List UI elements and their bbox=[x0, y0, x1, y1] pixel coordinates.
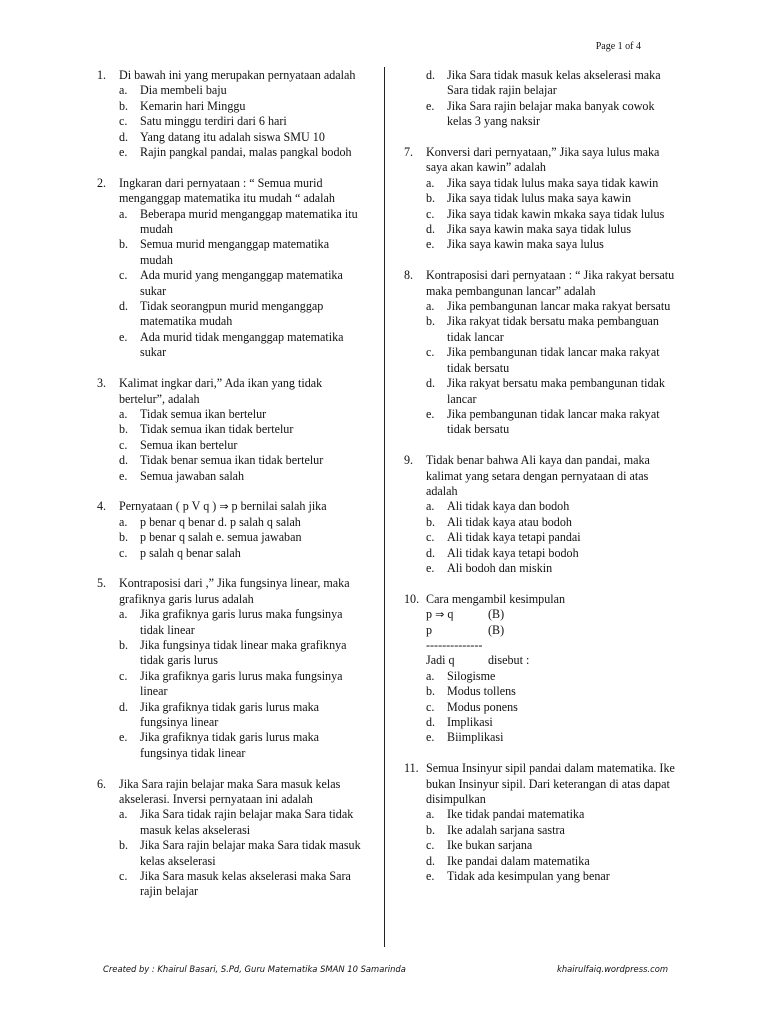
option-c bbox=[426, 530, 676, 545]
option-text: Jika pembangunan tidak lancar maka rakyat tidak bersatu bbox=[447, 345, 660, 375]
premise-truth: (B) bbox=[488, 622, 505, 637]
option-letter: e. bbox=[426, 406, 435, 421]
option-text: Ali tidak kaya tetapi bodoh bbox=[447, 545, 579, 560]
option-letter: b. bbox=[426, 684, 436, 699]
option-c bbox=[119, 546, 365, 561]
option-text: Ike bukan sarjana bbox=[447, 838, 533, 853]
option-b bbox=[426, 515, 676, 530]
options bbox=[119, 807, 365, 899]
option-b bbox=[426, 684, 676, 699]
option-letter: d. bbox=[426, 715, 436, 729]
question-text-part: Pernyataan ( p V q ) bbox=[119, 499, 220, 514]
options bbox=[426, 299, 676, 438]
option-a bbox=[119, 207, 365, 238]
question-8 bbox=[404, 268, 676, 437]
option-letter: e. bbox=[426, 237, 435, 252]
option-letter: d. bbox=[119, 299, 129, 314]
option-d bbox=[426, 222, 676, 237]
option-c bbox=[426, 700, 676, 715]
option-letter: c. bbox=[119, 268, 128, 283]
option-letter: b. bbox=[426, 822, 436, 837]
question-number: 7. bbox=[404, 145, 414, 160]
option-text: Ike pandai dalam matematika bbox=[447, 853, 590, 868]
premise-expression bbox=[426, 607, 488, 622]
option-letter: e. bbox=[119, 468, 128, 483]
option-text: Jika pembangunan lancar maka rakyat bersatu bbox=[447, 299, 671, 314]
option-text: Jika grafiknya garis lurus maka fungsinya linear bbox=[140, 668, 343, 699]
option-text: Biimplikasi bbox=[447, 730, 504, 745]
option-c bbox=[119, 438, 365, 453]
option-letter: e. bbox=[119, 145, 128, 160]
option-letter: d. bbox=[426, 68, 436, 82]
option-letter: a. bbox=[119, 607, 128, 622]
option-text: p benar q salah e. semua jawaban bbox=[140, 530, 302, 545]
option-d bbox=[119, 299, 365, 330]
inference-premises bbox=[426, 607, 676, 669]
option-text: Ali tidak kaya tetapi pandai bbox=[447, 530, 581, 545]
question-number: 5. bbox=[97, 576, 107, 591]
option-e bbox=[426, 99, 676, 130]
option-letter: b. bbox=[119, 237, 129, 252]
option-letter: a. bbox=[119, 406, 128, 421]
option-letter: c. bbox=[119, 114, 128, 129]
question-number: 10. bbox=[404, 591, 420, 606]
option-text: Rajin pangkal pandai, malas pangkal bodoh bbox=[140, 145, 352, 160]
option-e bbox=[426, 869, 676, 884]
option-d bbox=[426, 68, 676, 99]
implies-arrow-icon: ⇒ bbox=[219, 500, 229, 514]
option-letter: c. bbox=[426, 838, 435, 853]
separator-text: -------------- bbox=[426, 637, 483, 652]
option-text: Jika saya tidak lulus maka saya kawin bbox=[447, 191, 632, 206]
option-letter: b. bbox=[119, 98, 129, 113]
footer-website: khairulfaiq.wordpress.com bbox=[556, 964, 668, 974]
option-text: Semua jawaban salah bbox=[140, 468, 245, 483]
question-11 bbox=[404, 761, 676, 884]
option-letter: c. bbox=[426, 345, 435, 360]
option-text: p benar q benar d. p salah q salah bbox=[140, 514, 301, 529]
question-number: 2. bbox=[97, 175, 107, 190]
option-text: Jika saya tidak kawin mkaka saya tidak lulus bbox=[447, 206, 665, 221]
options bbox=[119, 207, 365, 361]
option-text: Silogisme bbox=[447, 668, 496, 683]
question-text: Tidak benar bahwa Ali kaya dan pandai, maka kalimat yang setara dengan pernyataan di atas adalah bbox=[426, 453, 650, 498]
option-letter: b. bbox=[119, 422, 129, 437]
option-letter: b. bbox=[119, 838, 129, 853]
option-c bbox=[119, 268, 365, 299]
option-text: Tidak semua ikan bertelur bbox=[140, 406, 267, 421]
option-d bbox=[426, 854, 676, 869]
option-text: Tidak semua ikan tidak bertelur bbox=[140, 422, 294, 437]
options bbox=[119, 407, 365, 484]
option-letter: a. bbox=[119, 807, 128, 822]
options bbox=[119, 83, 365, 160]
option-text: Tidak seorangpun murid menganggap matematika mudah bbox=[140, 299, 324, 329]
options bbox=[426, 499, 676, 576]
question-text: Konversi dari pernyataan,” Jika saya lulus maka saya akan kawin” adalah bbox=[426, 145, 660, 175]
option-c bbox=[119, 869, 365, 900]
option-text: Ali bodoh dan miskin bbox=[447, 560, 553, 575]
conclusion-label: disebut : bbox=[488, 653, 530, 668]
question-2 bbox=[97, 176, 365, 361]
premise-truth: (B) bbox=[488, 607, 505, 622]
premise-part: q bbox=[444, 607, 454, 622]
question-6 bbox=[97, 777, 365, 900]
option-text: Ike tidak pandai matematika bbox=[447, 807, 585, 822]
premise-part: p bbox=[426, 607, 436, 622]
option-letter: a. bbox=[426, 175, 435, 190]
option-letter: c. bbox=[119, 545, 128, 560]
option-b bbox=[119, 422, 365, 437]
option-text: Semua ikan bertelur bbox=[140, 437, 238, 452]
option-text: Jika pembangunan tidak lancar maka rakyat tidak bersatu bbox=[447, 406, 660, 437]
question-text: Jika Sara rajin belajar maka Sara masuk kelas akselerasi. Inversi pernyataan ini adalah bbox=[119, 776, 341, 807]
option-letter: d. bbox=[426, 853, 436, 868]
option-text: Implikasi bbox=[447, 715, 493, 729]
option-b bbox=[426, 191, 676, 206]
option-text: Tidak benar semua ikan tidak bertelur bbox=[140, 453, 324, 468]
option-e bbox=[426, 407, 676, 438]
option-text: Ike adalah sarjana sastra bbox=[447, 822, 565, 837]
question-number: 3. bbox=[97, 376, 107, 391]
question-6-continued bbox=[404, 68, 676, 130]
option-a bbox=[119, 407, 365, 422]
option-text: Tidak ada kesimpulan yang benar bbox=[447, 869, 610, 884]
option-text: Jika saya tidak lulus maka saya tidak kawin bbox=[447, 175, 659, 190]
option-d bbox=[426, 715, 676, 730]
option-letter: c. bbox=[426, 530, 435, 545]
premise-expression: p bbox=[426, 622, 433, 637]
left-column bbox=[97, 68, 365, 915]
option-a bbox=[119, 515, 365, 530]
question-7 bbox=[404, 145, 676, 253]
option-b bbox=[426, 823, 676, 838]
question-5 bbox=[97, 576, 365, 761]
option-text: Jika Sara rajin belajar maka Sara tidak masuk kelas akselerasi bbox=[140, 838, 361, 868]
option-text: Jika Sara rajin belajar maka banyak cowok kelas 3 yang naksir bbox=[447, 98, 655, 129]
option-a bbox=[426, 669, 676, 684]
option-letter: d. bbox=[426, 376, 436, 391]
option-letter: d. bbox=[426, 222, 436, 237]
question-3 bbox=[97, 376, 365, 484]
option-letter: a. bbox=[119, 206, 128, 221]
question-text: Kontraposisi dari pernyataan : “ Jika rakyat bersatu maka pembangunan lancar” adalah bbox=[426, 268, 675, 298]
premise-1 bbox=[426, 607, 676, 622]
option-text: Ada murid tidak menganggap matematika sukar bbox=[140, 329, 344, 360]
implies-arrow-icon: ⇒ bbox=[435, 608, 445, 622]
question-text: Di bawah ini yang merupakan pernyataan adalah bbox=[119, 68, 356, 82]
option-letter: e. bbox=[426, 869, 435, 884]
option-c bbox=[426, 207, 676, 222]
option-e bbox=[426, 561, 676, 576]
question-4 bbox=[97, 499, 365, 561]
option-b bbox=[119, 838, 365, 869]
option-letter: e. bbox=[119, 329, 128, 344]
option-e bbox=[119, 330, 365, 361]
option-text: Jika rakyat tidak bersatu maka pembanguan tidak lancar bbox=[447, 314, 659, 344]
question-text: Cara mengambil kesimpulan bbox=[426, 591, 566, 606]
option-text: Jika grafiknya tidak garis lurus maka fungsinya linear bbox=[140, 699, 320, 729]
page-number: Page 1 of 4 bbox=[595, 41, 641, 52]
option-letter: b. bbox=[426, 514, 436, 529]
option-c bbox=[119, 114, 365, 129]
option-letter: d. bbox=[119, 453, 129, 468]
option-letter: a. bbox=[426, 668, 435, 683]
options bbox=[426, 807, 676, 884]
option-e bbox=[119, 469, 365, 484]
option-c bbox=[426, 838, 676, 853]
option-text: Kemarin hari Minggu bbox=[140, 98, 246, 113]
question-number: 8. bbox=[404, 268, 414, 283]
options bbox=[426, 68, 676, 130]
option-letter: c. bbox=[426, 206, 435, 221]
option-text: Jika fungsinya tidak linear maka grafiknya tidak garis lurus bbox=[140, 637, 347, 668]
option-letter: a. bbox=[426, 299, 435, 314]
option-b bbox=[119, 99, 365, 114]
option-text: Dia membeli baju bbox=[140, 83, 227, 98]
option-text: Jika grafiknya tidak garis lurus maka fungsinya tidak linear bbox=[140, 730, 320, 760]
question-text: Semua Insinyur sipil pandai dalam matematika. Ike bukan Insinyur sipil. Dari keterangan di atas dapat disimpulkan bbox=[426, 761, 675, 807]
footer-author: Created by : Khairul Basari, S.Pd, Guru Matematika SMAN 10 Samarinda bbox=[103, 964, 406, 974]
option-a bbox=[119, 607, 365, 638]
option-letter: c. bbox=[119, 437, 128, 452]
option-text: Jika grafiknya garis lurus maka fungsinya tidak linear bbox=[140, 607, 343, 637]
premise-2 bbox=[426, 623, 676, 638]
option-letter: a. bbox=[119, 83, 128, 98]
question-9 bbox=[404, 453, 676, 576]
separator-line bbox=[426, 638, 676, 653]
option-b bbox=[426, 314, 676, 345]
options bbox=[119, 515, 365, 561]
option-d bbox=[426, 546, 676, 561]
option-letter: b. bbox=[119, 637, 129, 652]
right-column bbox=[404, 68, 676, 900]
option-letter: c. bbox=[426, 699, 435, 714]
option-text: Yang datang itu adalah siswa SMU 10 bbox=[140, 129, 325, 144]
option-text: Jika saya kawin maka saya tidak lulus bbox=[447, 222, 632, 237]
question-text: Ingkaran dari pernyataan : “ Semua murid menganggap matematika itu mudah “ adalah bbox=[119, 175, 335, 206]
option-a bbox=[119, 807, 365, 838]
option-letter: d. bbox=[426, 545, 436, 560]
option-text: Modus ponens bbox=[447, 699, 518, 714]
option-b bbox=[119, 237, 365, 268]
option-letter: a. bbox=[119, 514, 128, 529]
option-text: Modus tollens bbox=[447, 684, 516, 699]
option-d bbox=[119, 700, 365, 731]
question-number: 11. bbox=[404, 761, 419, 776]
conclusion bbox=[426, 653, 676, 668]
question-text bbox=[119, 499, 365, 514]
option-a bbox=[119, 83, 365, 98]
option-letter: e. bbox=[426, 560, 435, 575]
option-letter: c. bbox=[119, 869, 128, 884]
options bbox=[426, 669, 676, 746]
option-e bbox=[426, 237, 676, 252]
option-e bbox=[119, 145, 365, 160]
option-text: Jika rakyat bersatu maka pembangunan tidak lancar bbox=[447, 376, 665, 406]
option-text: Jika saya kawin maka saya lulus bbox=[447, 237, 604, 252]
option-a bbox=[426, 176, 676, 191]
option-a bbox=[426, 807, 676, 822]
option-b bbox=[119, 530, 365, 545]
option-a bbox=[426, 299, 676, 314]
option-letter: a. bbox=[426, 807, 435, 822]
option-d bbox=[426, 376, 676, 407]
option-letter: e. bbox=[426, 730, 435, 745]
option-letter: b. bbox=[426, 191, 436, 206]
option-text: Beberapa murid menganggap matematika itu mudah bbox=[140, 206, 358, 237]
question-10 bbox=[404, 592, 676, 746]
option-a bbox=[426, 499, 676, 514]
option-letter: e. bbox=[119, 730, 128, 745]
option-text: Semua murid menganggap matematika mudah bbox=[140, 237, 330, 267]
option-d bbox=[119, 453, 365, 468]
option-text: Ali tidak kaya dan bodoh bbox=[447, 499, 570, 514]
question-text: Kalimat ingkar dari,” Ada ikan yang tidak bertelur”, adalah bbox=[119, 376, 323, 406]
options bbox=[426, 176, 676, 253]
option-letter: b. bbox=[426, 314, 436, 329]
option-c bbox=[119, 669, 365, 700]
option-c bbox=[426, 345, 676, 376]
option-e bbox=[426, 730, 676, 745]
column-divider bbox=[384, 67, 385, 947]
option-text: Jika Sara tidak masuk kelas akselerasi maka Sara tidak rajin belajar bbox=[447, 68, 661, 98]
question-number: 1. bbox=[97, 68, 107, 82]
option-text: Jika Sara masuk kelas akselerasi maka Sara rajin belajar bbox=[140, 869, 351, 899]
question-number: 4. bbox=[97, 499, 107, 514]
option-letter: b. bbox=[119, 530, 129, 545]
option-text: Ada murid yang menganggap matematika sukar bbox=[140, 268, 343, 298]
option-letter: d. bbox=[119, 129, 129, 144]
option-letter: c. bbox=[119, 668, 128, 683]
options bbox=[119, 607, 365, 761]
option-text: Satu minggu terdiri dari 6 hari bbox=[140, 114, 287, 129]
option-e bbox=[119, 730, 365, 761]
option-letter: e. bbox=[426, 98, 435, 113]
option-letter: d. bbox=[119, 699, 129, 714]
option-text: p salah q benar salah bbox=[140, 545, 241, 560]
option-b bbox=[119, 638, 365, 669]
option-d bbox=[119, 130, 365, 145]
question-number: 6. bbox=[97, 776, 107, 791]
conclusion-expression: Jadi q bbox=[426, 653, 455, 668]
question-text-part: p bernilai salah jika bbox=[228, 499, 327, 514]
option-text: Ali tidak kaya atau bodoh bbox=[447, 514, 572, 529]
option-text: Jika Sara tidak rajin belajar maka Sara tidak masuk kelas akselerasi bbox=[140, 807, 354, 837]
question-text: Kontraposisi dari ,” Jika fungsinya linear, maka grafiknya garis lurus adalah bbox=[119, 576, 350, 606]
question-number: 9. bbox=[404, 453, 414, 468]
question-1 bbox=[97, 68, 365, 160]
option-letter: a. bbox=[426, 499, 435, 514]
